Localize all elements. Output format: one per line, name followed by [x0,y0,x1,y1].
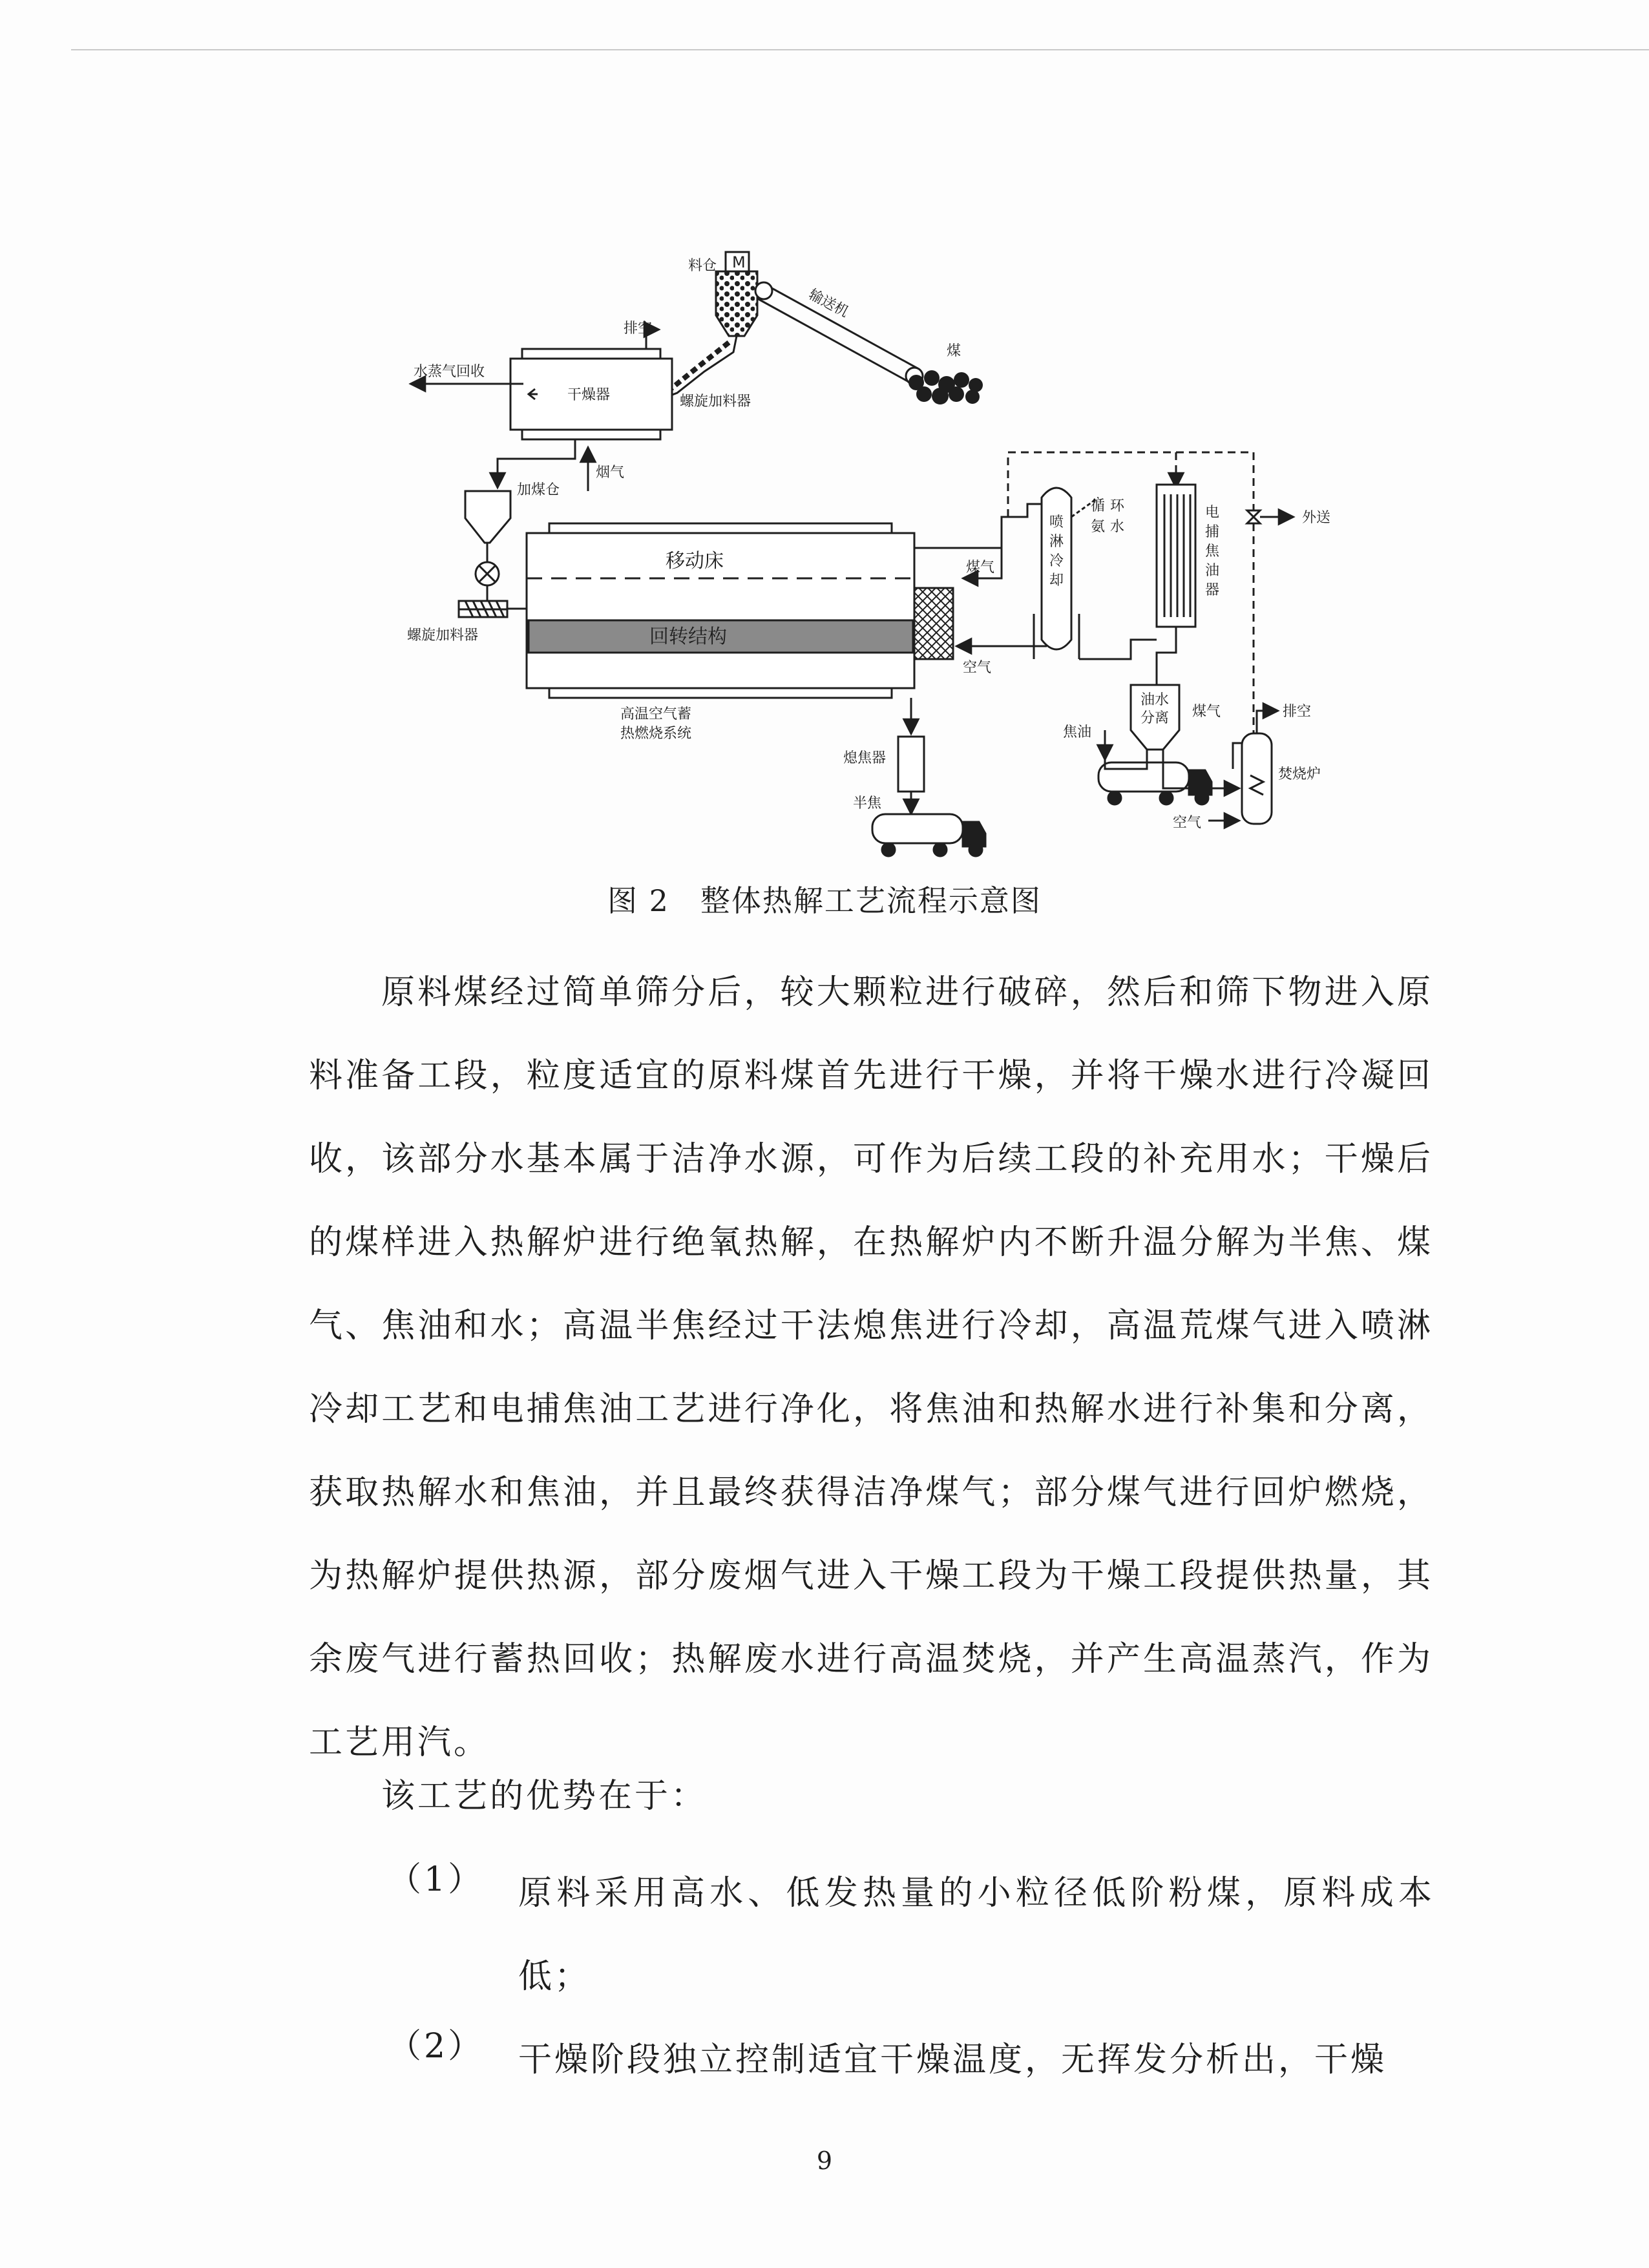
coal-bin [465,491,510,543]
label-dryer: 干燥器 [567,387,611,403]
label-ammonia-3: 氨 [1091,519,1106,535]
label-semi-coke: 半焦 [853,795,882,812]
label-spray-2: 淋 [1049,534,1064,550]
label-spray-4: 却 [1049,572,1064,589]
label-moving-bed: 移动床 [666,550,724,572]
label-coal: 煤 [947,343,961,359]
label-flue-gas: 烟气 [596,465,625,481]
list-item-text: 干燥阶段独立控制适宜干燥温度，无挥发分析出，干燥 [518,2041,1387,2079]
label-air-1: 空气 [963,660,992,676]
label-spray-3: 冷 [1049,553,1064,569]
conveyor-belt [757,283,918,384]
label-tar-catcher-3: 焦 [1205,543,1220,560]
label-coal-gas-2: 煤气 [1192,704,1221,720]
label-spray-1: 喷 [1049,514,1064,530]
list-item-number: （1） [388,1860,485,1899]
label-tar-catcher-4: 油 [1205,563,1220,579]
label-vent-top: 排空 [624,320,653,337]
page-top-edge [71,49,1649,50]
label-ammonia-1: 循 [1091,498,1106,514]
label-incinerator: 焚烧炉 [1278,766,1321,782]
heat-exchanger-block [914,588,953,659]
label-heat-storage-1: 高温空气蓄 [620,706,692,722]
label-ammonia-4: 水 [1110,519,1125,535]
label-coke-quencher: 熄焦器 [843,750,887,766]
label-air-2: 空气 [1173,815,1202,831]
label-coal-gas-1: 煤气 [966,560,995,576]
label-vent-right: 排空 [1283,704,1312,720]
label-steam-recovery: 水蒸气回收 [414,364,485,380]
label-motor: M [732,253,746,271]
page-number: 9 [816,2147,833,2175]
label-screw-feeder-bottom: 螺旋加料器 [407,627,479,644]
hopper [716,271,757,336]
label-oil-water-1: 油水 [1140,692,1170,708]
label-ammonia-2: 环 [1110,498,1125,514]
label-coal-bin: 加煤仓 [517,482,560,498]
label-conveyor: 输送机 [806,286,852,321]
label-oil-water-2: 分离 [1140,710,1170,726]
coke-quencher [898,737,924,792]
body-paragraph: 原料煤经过简单筛分后，较大颗粒进行破碎，然后和筛下物进入原料准备工段，粒度适宜的原料煤首先进行干燥，并将干燥水进行冷凝回收，该部分水基本属于洁净水源，可作为后续工段的补充用水；干燥后的煤样进入热解炉进行绝氧热解，在热解炉内不断升温分解为半焦、煤气、焦油和水；高温半焦经过干法熄焦进行冷却，高温荒煤气进入喷淋冷却工艺和电捕焦油工艺进行净化，将焦油和热解水进行补集和分离，获取热解水和焦油，并且最终获得洁净煤气；部分煤气进行回炉燃烧，为热解炉提供热源，部分废烟气进入干燥工段为干燥工段提供热量，其余废气进行蓄热回收；热解废水进行高温焚烧，并产生高温蒸汽，作为工艺用汽。 [309,973,1433,1762]
label-tar-catcher-5: 器 [1205,582,1220,598]
truck-semi-coke [872,814,985,856]
label-tar: 焦油 [1063,724,1092,740]
export-valve [1247,510,1260,523]
label-tar-catcher-1: 电 [1205,505,1220,521]
label-export: 外送 [1302,510,1331,526]
list-item-text: 原料采用高水、低发热量的小粒径低阶粉煤，原料成本低； [518,1874,1434,1996]
label-heat-storage-2: 热燃烧系统 [620,726,692,742]
label-tar-catcher-2: 捕 [1205,524,1220,540]
label-screw-feeder-top: 螺旋加料器 [680,394,751,410]
advantages-lead: 该工艺的优势在于： [381,1777,708,1816]
pyrolysis-process-flow-diagram [362,239,1331,872]
label-rotary-structure: 回转结构 [649,625,727,648]
figure-caption: 图 2 整体热解工艺流程示意图 [607,883,1042,918]
list-item-number: （2） [388,2027,485,2066]
label-hopper: 料仓 [688,258,717,274]
